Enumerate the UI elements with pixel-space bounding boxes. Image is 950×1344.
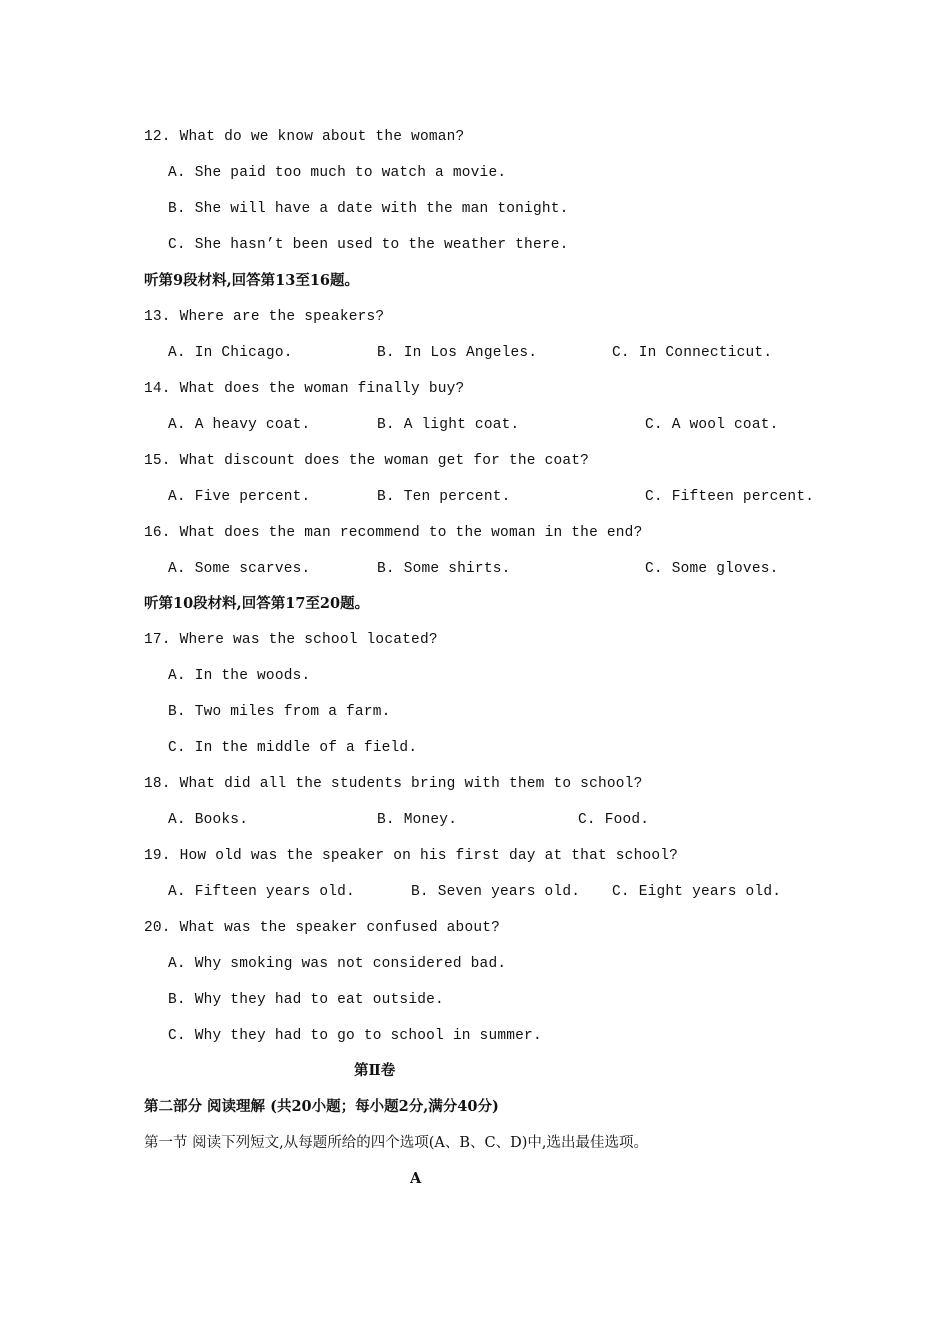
q12-option-c: C. She hasn’t been used to the weather there. bbox=[168, 237, 569, 253]
q19-stem: 19. How old was the speaker on his first day at that school? bbox=[144, 848, 679, 864]
q18-option-a: A. Books. bbox=[168, 812, 249, 828]
q18-option-b: B. Money. bbox=[377, 812, 458, 828]
q16-option-c: C. Some gloves. bbox=[645, 561, 779, 577]
q18-option-c: C. Food. bbox=[578, 812, 650, 828]
q15-option-a: A. Five percent. bbox=[168, 489, 311, 505]
q14-option-c: C. A wool coat. bbox=[645, 417, 779, 433]
q12-option-a: A. She paid too much to watch a movie. bbox=[168, 165, 507, 181]
q16-stem: 16. What does the man recommend to the woman in the end? bbox=[144, 525, 643, 541]
q17-option-b: B. Two miles from a farm. bbox=[168, 704, 391, 720]
q15-option-c: C. Fifteen percent. bbox=[645, 489, 815, 505]
q13-option-a: A. In Chicago. bbox=[168, 345, 293, 361]
volume-two-heading: 第Ⅱ卷 bbox=[354, 1062, 396, 1079]
part-two-heading: 第二部分 阅读理解 (共20小题；每小题2分,满分40分) bbox=[144, 1098, 499, 1115]
q15-option-b: B. Ten percent. bbox=[377, 489, 511, 505]
q14-stem: 14. What does the woman finally buy? bbox=[144, 381, 465, 397]
q12-option-b: B. She will have a date with the man tonight. bbox=[168, 201, 569, 217]
q13-option-b: B. In Los Angeles. bbox=[377, 345, 538, 361]
section-one-instructions: 第一节 阅读下列短文,从每题所给的四个选项(A、B、C、D)中,选出最佳选项。 bbox=[144, 1135, 648, 1151]
q14-option-a: A. A heavy coat. bbox=[168, 417, 311, 433]
q18-stem: 18. What did all the students bring with them to school? bbox=[144, 776, 643, 792]
q13-option-c: C. In Connecticut. bbox=[612, 345, 773, 361]
q19-option-c: C. Eight years old. bbox=[612, 884, 782, 900]
q17-option-c: C. In the middle of a field. bbox=[168, 740, 418, 756]
q17-option-a: A. In the woods. bbox=[168, 668, 311, 684]
q20-option-c: C. Why they had to go to school in summer. bbox=[168, 1028, 542, 1044]
q15-stem: 15. What discount does the woman get for the coat? bbox=[144, 453, 590, 469]
q19-option-a: A. Fifteen years old. bbox=[168, 884, 355, 900]
q13-stem: 13. Where are the speakers? bbox=[144, 309, 385, 325]
q16-option-a: A. Some scarves. bbox=[168, 561, 311, 577]
q16-option-b: B. Some shirts. bbox=[377, 561, 511, 577]
passage-a-label: A bbox=[410, 1170, 422, 1187]
q20-stem: 20. What was the speaker confused about? bbox=[144, 920, 501, 936]
q17-stem: 17. Where was the school located? bbox=[144, 632, 438, 648]
q19-option-b: B. Seven years old. bbox=[411, 884, 581, 900]
q14-option-b: B. A light coat. bbox=[377, 417, 520, 433]
q20-option-a: A. Why smoking was not considered bad. bbox=[168, 956, 507, 972]
q20-option-b: B. Why they had to eat outside. bbox=[168, 992, 444, 1008]
section-9-heading: 听第9段材料,回答第13至16题。 bbox=[144, 272, 359, 289]
q12-stem: 12. What do we know about the woman? bbox=[144, 129, 465, 145]
section-10-heading: 听第10段材料,回答第17至20题。 bbox=[144, 595, 370, 612]
